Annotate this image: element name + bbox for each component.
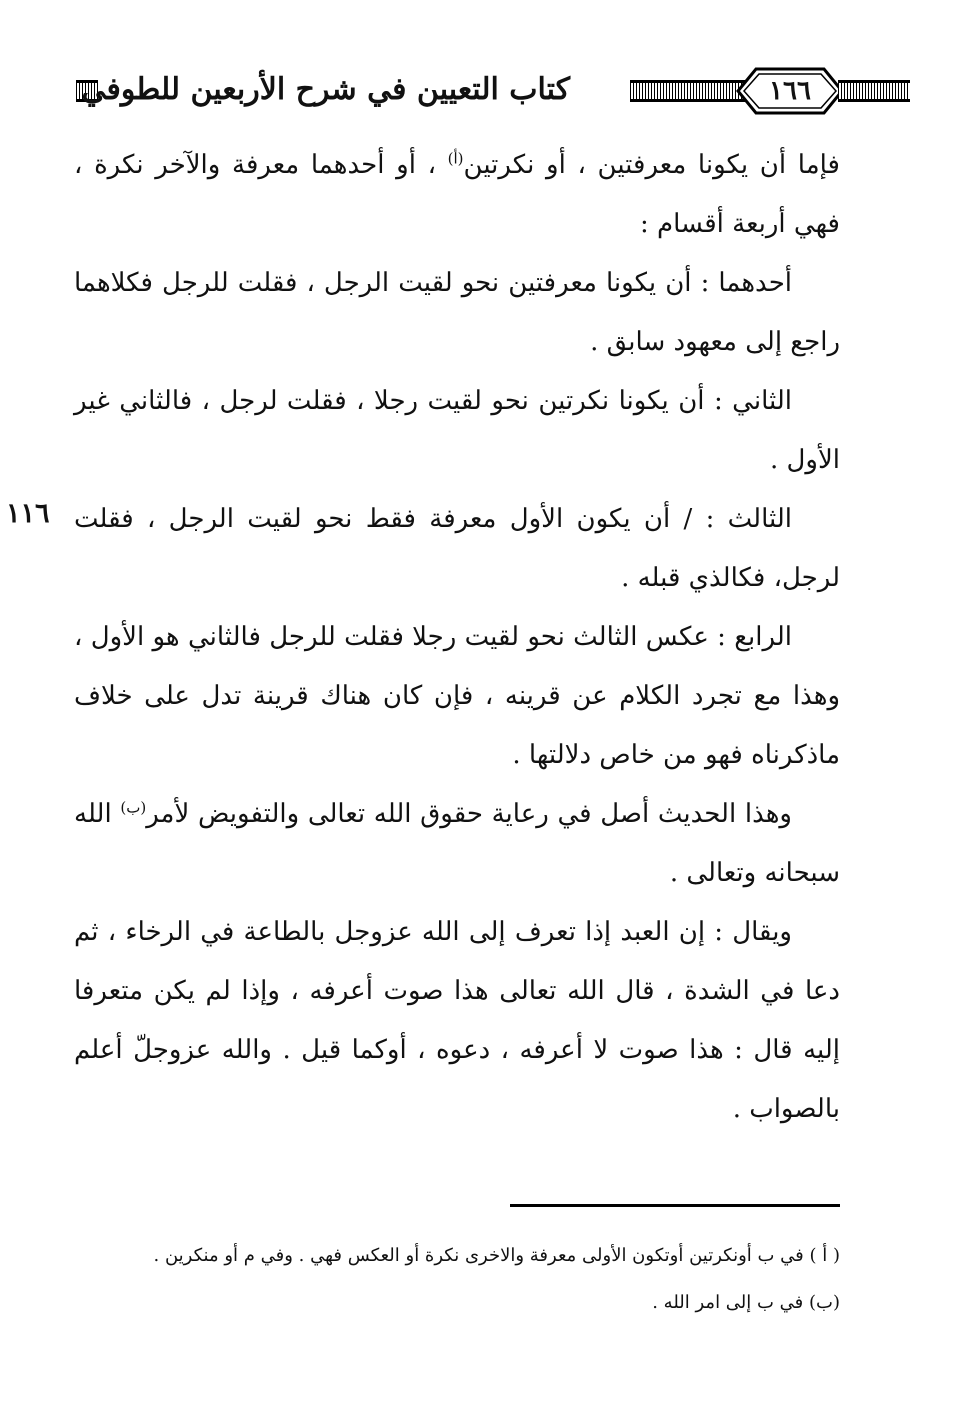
footnote: ( أ ) في ب أونكرتين أوتكون الأولى معرفة والاخرى نكرة أو العكس فهي . وفي م أو منكرين . (153, 1245, 840, 1266)
text-run: أحدهما : أن يكونا معرفتين نحو لقيت الرجل ، فقلت للرجل فكلاهما راجع إلى معهود سابق . (74, 268, 840, 357)
paragraph (74, 608, 840, 785)
footnotes (90, 1232, 840, 1326)
page-number: ١٦٦ (769, 76, 811, 106)
paragraph (74, 254, 840, 372)
page-number-badge (734, 66, 846, 116)
main-text (74, 136, 840, 1139)
text-run: فإما أن يكونا معرفتين ، أو نكرتين (463, 150, 840, 180)
footnote-divider (510, 1204, 840, 1207)
text-run: ويقال : إن العبد إذا تعرف إلى الله عزوجل بالطاعة في الرخاء ، ثم دعا في الشدة ، قال الله تعالى هذا صوت أعرفه ، وإذا لم يكن متعرفا إليه قال : هذا صوت لا أعرفه ، دعوه ، أوكما قيل . والله عزوجلّ أعلم بالصواب . (74, 917, 840, 1124)
header-ornament-far-right (838, 80, 910, 102)
text-run: الثالث : / أن يكون الأول معرفة فقط نحو لقيت الرجل ، فقلت لرجل، فكالذي قبله . (74, 504, 840, 593)
footnote: (ب) في ب إلى امر الله . (652, 1292, 840, 1313)
paragraph (74, 903, 840, 1139)
paragraph (74, 136, 840, 254)
header-title: كتاب التعيين في شرح الأربعين للطوفي (81, 72, 570, 107)
text-run: ، أو أحدهما معرفة والآخر نكرة ، فهي أربعة أقسام : (74, 150, 840, 239)
text-run: الثاني : أن يكونا نكرتين نحو لقيت رجلا ، فقلت لرجل ، فالثاني غير الأول . (74, 386, 840, 475)
paragraph (74, 785, 840, 903)
paragraph (74, 372, 840, 490)
footnote-marker[interactable]: (أ) (447, 149, 464, 168)
text-run: وهذا الحديث أصل في رعاية حقوق الله تعالى والتفويض لأمر (146, 799, 792, 829)
page-header (70, 62, 842, 120)
text-run: الرابع : عكس الثالث نحو لقيت رجلا فقلت للرجل فالثاني هو الأول ، وهذا مع تجرد الكلام عن قرينه ، فإن كان هناك قرينة تدل على خلاف ماذكرناه فهو من خاص دلالتها . (74, 622, 840, 770)
text-run: الله سبحانه وتعالى . (74, 799, 840, 888)
footnote-marker[interactable]: (ب) (120, 798, 147, 817)
paragraph (74, 490, 840, 608)
manuscript-folio-number: ١١٦ (6, 498, 50, 529)
